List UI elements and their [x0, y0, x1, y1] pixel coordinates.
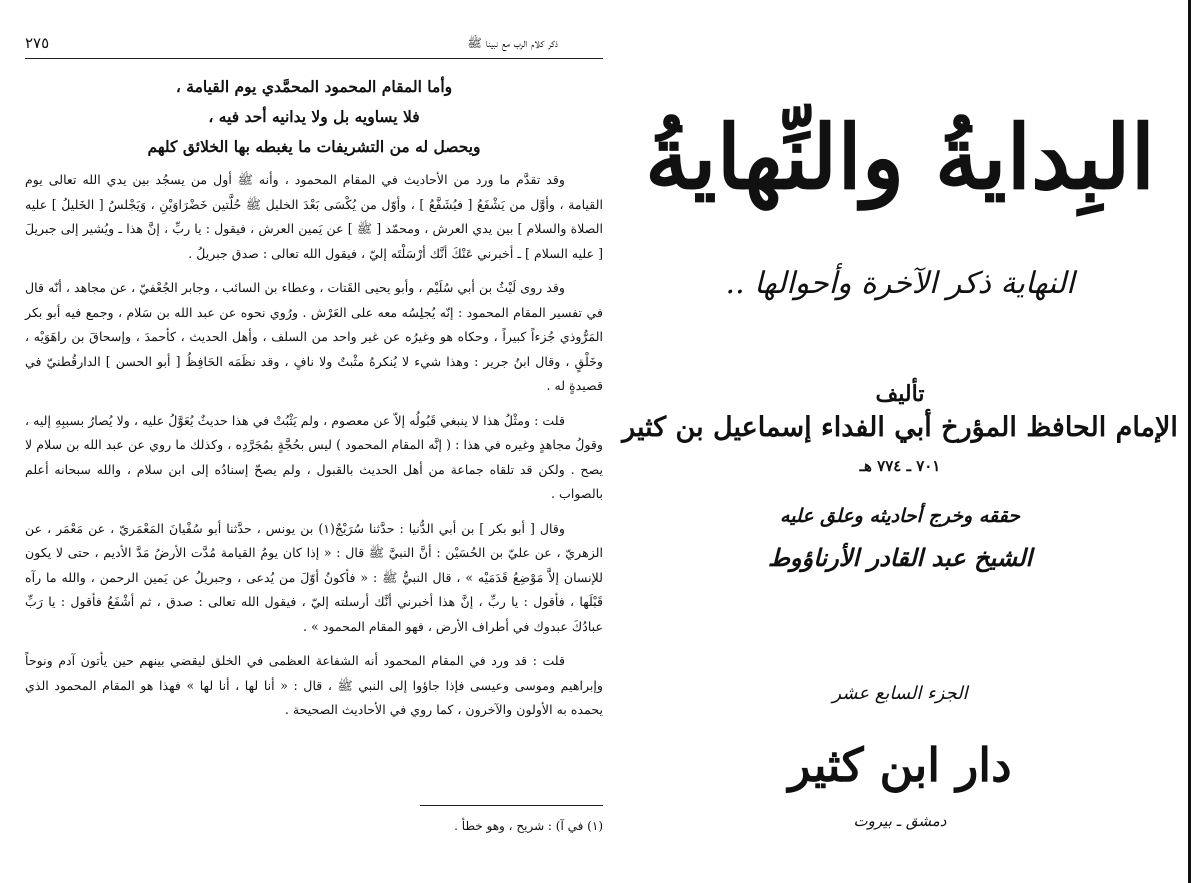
verse-block — [25, 72, 603, 162]
paragraph: قلت : قد ورد في المقام المحمود أنه الشفاعة العظمى في الخلق ليقضي بينهم حين يأتون آدم ونوحاً وإبراهيم وموسى وعيسى فإذا جاؤوا إلى النبي ﷺ ، قال : « أنا لها ، أنا لها » فهذا هو المقام المحمود الذي يحمده به الأولون والآخرون ، كما روي في الأحاديث الصحيحة . — [25, 653, 603, 717]
author-dates: ٧٠١ ـ ٧٧٤ هـ — [859, 457, 941, 475]
book-subtitle: النهاية ذكر الآخرة وأحوالها .. — [725, 266, 1075, 301]
running-head: ذكر كلام الرب مع نبينا ﷺ — [467, 36, 558, 50]
verse-line: فلا يساويه بل ولا يدانيه أحد فيه ، — [208, 107, 420, 126]
page-number: ٢٧٥ — [25, 34, 50, 52]
paragraph: وقد تقدَّم ما ورد من الأحاديث في المقام المحمود ، وأنه ﷺ أول من يسجُد بين يدي الله تعالى يوم القيامة ، وأوَّل من يَشْفَعُ [ فيُشَفَّعُ ] ، وأوّل من يُكْسَى بَعْدَ الخليل ﷺ حُلَّتين خَضْرَاوَيْنِ ، وَيَجْلسُ [ الخَليلُ ] عليه الصلاة والسلام ] بين يدي العرش ، ومحمّد [ ﷺ ] عن يَمين العرش ، فيقول : يا ربِّ ، إنَّ هذا ـ ويُشير إلى جبريلَ [ عليه السلام ] ـ أخبرني عَنْكَ أنَّك أرْسَلْتَه إليّ ، فيقول الله تعالى : صدق جبريلُ . — [25, 172, 603, 261]
page-edge-border — [1188, 0, 1191, 883]
volume-label: الجزء السابع عشر — [832, 683, 968, 704]
author-label: تأليف — [875, 381, 925, 407]
editor-label: حققه وخرج أحاديثه وعلق عليه — [780, 505, 1020, 527]
verse-line: وأما المقام المحمود المحمَّدي يوم القيامة ، — [175, 77, 453, 96]
body-text — [25, 168, 603, 733]
footnote-divider — [420, 805, 603, 806]
book-title: البِدايةُ والنِّهايةُ — [644, 105, 1156, 209]
paragraph: وقال [ أبو بكر ] بن أبي الدُّنيا : حدَّثنا سُرَيْجٌ(١) بن يونس ، حدَّثنا أبو سُفْيانَ المَعْمَريّ ، عن مَعْمَر ، عن الزهريّ ، عن عليّ بن الحُسَيْن : أنَّ النبيَّ ﷺ قال : « إذا كان يومُ القيامة مُدَّت الأرضُ مَدَّ الأديم ، حتى لا يكون للإنسان إلاَّ مَوْضِعُ قَدَمَيْه » ، قال النبيُّ ﷺ : « فأكونُ أوّلَ من يُدعى ، وجبريلُ عن يَمين الرحمن ، والله ما رآه قَبْلَها ، فأقول : يا ربِّ ، إنَّ هذا أخبرني أنَّك أرسلته إليّ ، فيقول الله تعالى : صدق ، ثم أشْفَعُ فأقول : يا رَبِّ عبادُكَ عبدوك في أطراف الأرض ، فهو المقام المحمود » . — [25, 520, 603, 634]
verse-line: ويحصل له من التشريفات ما يغبطه بها الخلائق كلهم — [147, 137, 481, 156]
title-page — [612, 0, 1188, 883]
paragraph: وقد روى لَيْثُ بن أبي سُلَيْم ، وأبو يحيى القَتات ، وعطاء بن السائب ، وجابر الجُعْفيّ ، عن مجاهد ، أنّه قال في تفسير المقام المحمود : إنّه يُجلِسُه معه على العَرْش . ورُوي نحوه عن عبد الله بن سَلام ، وجمع فيه أبو بكر المَرُّوذي جُزءاً كبيراً ، وحكاه هو وغيرُه عن غير واحد من السلف ، وأهل الحديث ، كأحمدَ ، وإسحاقَ بن راهَوَيْه ، وخَلْقٍ ، وقال ابنُ جرير : وهذا شيء لا يُنكرهُ مثْبتٌ ولا نافٍ ، وقد نظَمَه الحَافِظُ [ أبو الحسن ] الدارقُطنيّ في قصيدةٍ له . — [25, 280, 603, 393]
page-header — [25, 34, 603, 58]
publisher-logo: دار ابن كثير — [788, 738, 1012, 792]
footnote: (١) في آ) : شريح ، وهو خطأ . — [454, 819, 603, 833]
paragraph: قلت : ومثْلُ هذا لا ينبغي قَبُولُه إلاّ عن معصوم ، ولم يَثْبُتْ في هذا حديثٌ يُعَوَّلُ عليه ، ولا يُصارُ بسببِهِ إليه ، وقولُ مجاهدٍ وغيره في هذا : ( إنَّه المقام المحمود ) ليس بحُجَّةٍ بمُجَرَّدِه ، وكذلك ما روي عن عبد الله بن سلام لا يصح . ولكن قد تلقاه جماعة من أهل الحديث بالقبول ، ولم يصحّ إسنادُه إلى ابن سلام ، والله سبحانه أعلم بالصواب . — [25, 412, 603, 501]
publisher-city: دمشق ـ بيروت — [853, 812, 947, 830]
header-divider — [25, 58, 603, 59]
author-name: الإمام الحافظ المؤرخ أبي الفداء إسماعيل بن كثير — [622, 412, 1178, 443]
editor-name: الشيخ عبد القادر الأرناؤوط — [767, 543, 1033, 572]
